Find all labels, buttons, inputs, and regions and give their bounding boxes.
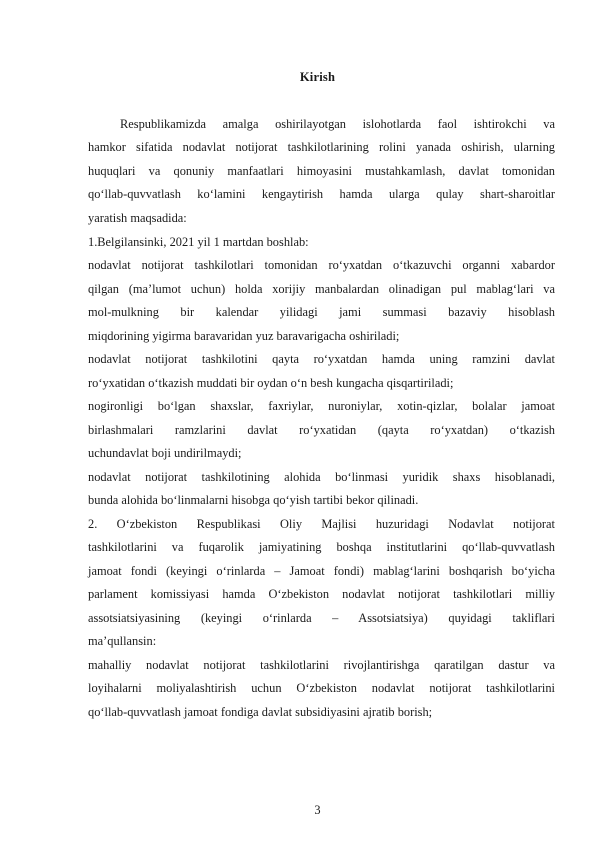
document-title: Kirish [299, 70, 336, 84]
paragraph-line: uchundavlat boji undirilmaydi; [88, 446, 242, 460]
paragraph-line: bunda alohida bo‘linmalarni hisobga qo‘yish tartibi bekor qilinadi. [88, 493, 419, 507]
paragraph-line: birlashmalari ramzlarini davlat ro‘yxatidan (qayta ro‘yxatdan) o‘tkazish [88, 423, 555, 437]
page-number: 3 [314, 803, 321, 817]
paragraph-line: huquqlari va qonuniy manfaatlari himoyasini mustahkamlash, davlat tomonidan [88, 164, 555, 178]
paragraph-line: Respublikamizda amalga oshirilayotgan islohotlarda faol ishtirokchi va [120, 117, 555, 131]
paragraph-line: mahalliy nodavlat notijorat tashkilotlarini rivojlantirishga qaratilgan dastur va [88, 658, 555, 672]
paragraph-line: nogironligi bo‘lgan shaxslar, faxriylar, nuroniylar, xotin-qizlar, bolalar jamoat [88, 399, 555, 413]
paragraph-line: nodavlat notijorat tashkilotining alohida bo‘linmasi yuridik shaxs hisoblanadi, [88, 470, 555, 484]
paragraph-line: nodavlat notijorat tashkilotlari tomonidan ro‘yxatdan o‘tkazuvchi organni xabardor [88, 258, 555, 272]
paragraph-line: miqdorining yigirma baravaridan yuz baravarigacha oshiriladi; [88, 329, 400, 343]
paragraph-line: assotsiatsiyasining (keyingi o‘rinlarda – Assotsiatsiya) quyidagi takliflari [88, 611, 555, 625]
paragraph-line: mol-mulkning bir kalendar yilidagi jami summasi bazaviy hisoblash [88, 305, 555, 319]
paragraph-line: 1.Belgilansinki, 2021 yil 1 martdan boshlab: [88, 235, 309, 249]
paragraph-line: jamoat fondi (keyingi o‘rinlarda – Jamoat fondi) mablag‘larini boshqarish bo‘yicha [88, 564, 555, 578]
paragraph-line: ro‘yxatidan o‘tkazish muddati bir oydan o‘n besh kungacha qisqartiriladi; [88, 376, 454, 390]
paragraph-line: ma’qullansin: [88, 634, 157, 648]
paragraph-line: qo‘llab-quvvatlash ko‘lamini kengaytirish hamda ularga qulay shart-sharoitlar [88, 187, 555, 201]
paragraph-line: qilgan (ma’lumot uchun) holda xorijiy manbalardan olinadigan pul mablag‘lari va [88, 282, 555, 296]
paragraph-line: parlament komissiyasi hamda O‘zbekiston nodavlat notijorat tashkilotlari milliy [88, 587, 555, 601]
paragraph-line: hamkor sifatida nodavlat notijorat tashkilotlarining rolini yanada oshirish, ularning [88, 140, 555, 154]
paragraph-line: tashkilotlarini va fuqarolik jamiyatining boshqa institutlarini qo‘llab-quvvatlash [88, 540, 555, 554]
paragraph-line: 2. O‘zbekiston Respublikasi Oliy Majlisi huzuridagi Nodavlat notijorat [88, 517, 555, 531]
paragraph-line: qo‘llab-quvvatlash jamoat fondiga davlat subsidiyasini ajratib borish; [88, 705, 433, 719]
paragraph-line: loyihalarni moliyalashtirish uchun O‘zbekiston nodavlat notijorat tashkilotlarini [88, 681, 555, 695]
paragraph-line: yaratish maqsadida: [88, 211, 187, 225]
paragraph-line: nodavlat notijorat tashkilotini qayta ro‘yxatdan hamda uning ramzini davlat [88, 352, 555, 366]
